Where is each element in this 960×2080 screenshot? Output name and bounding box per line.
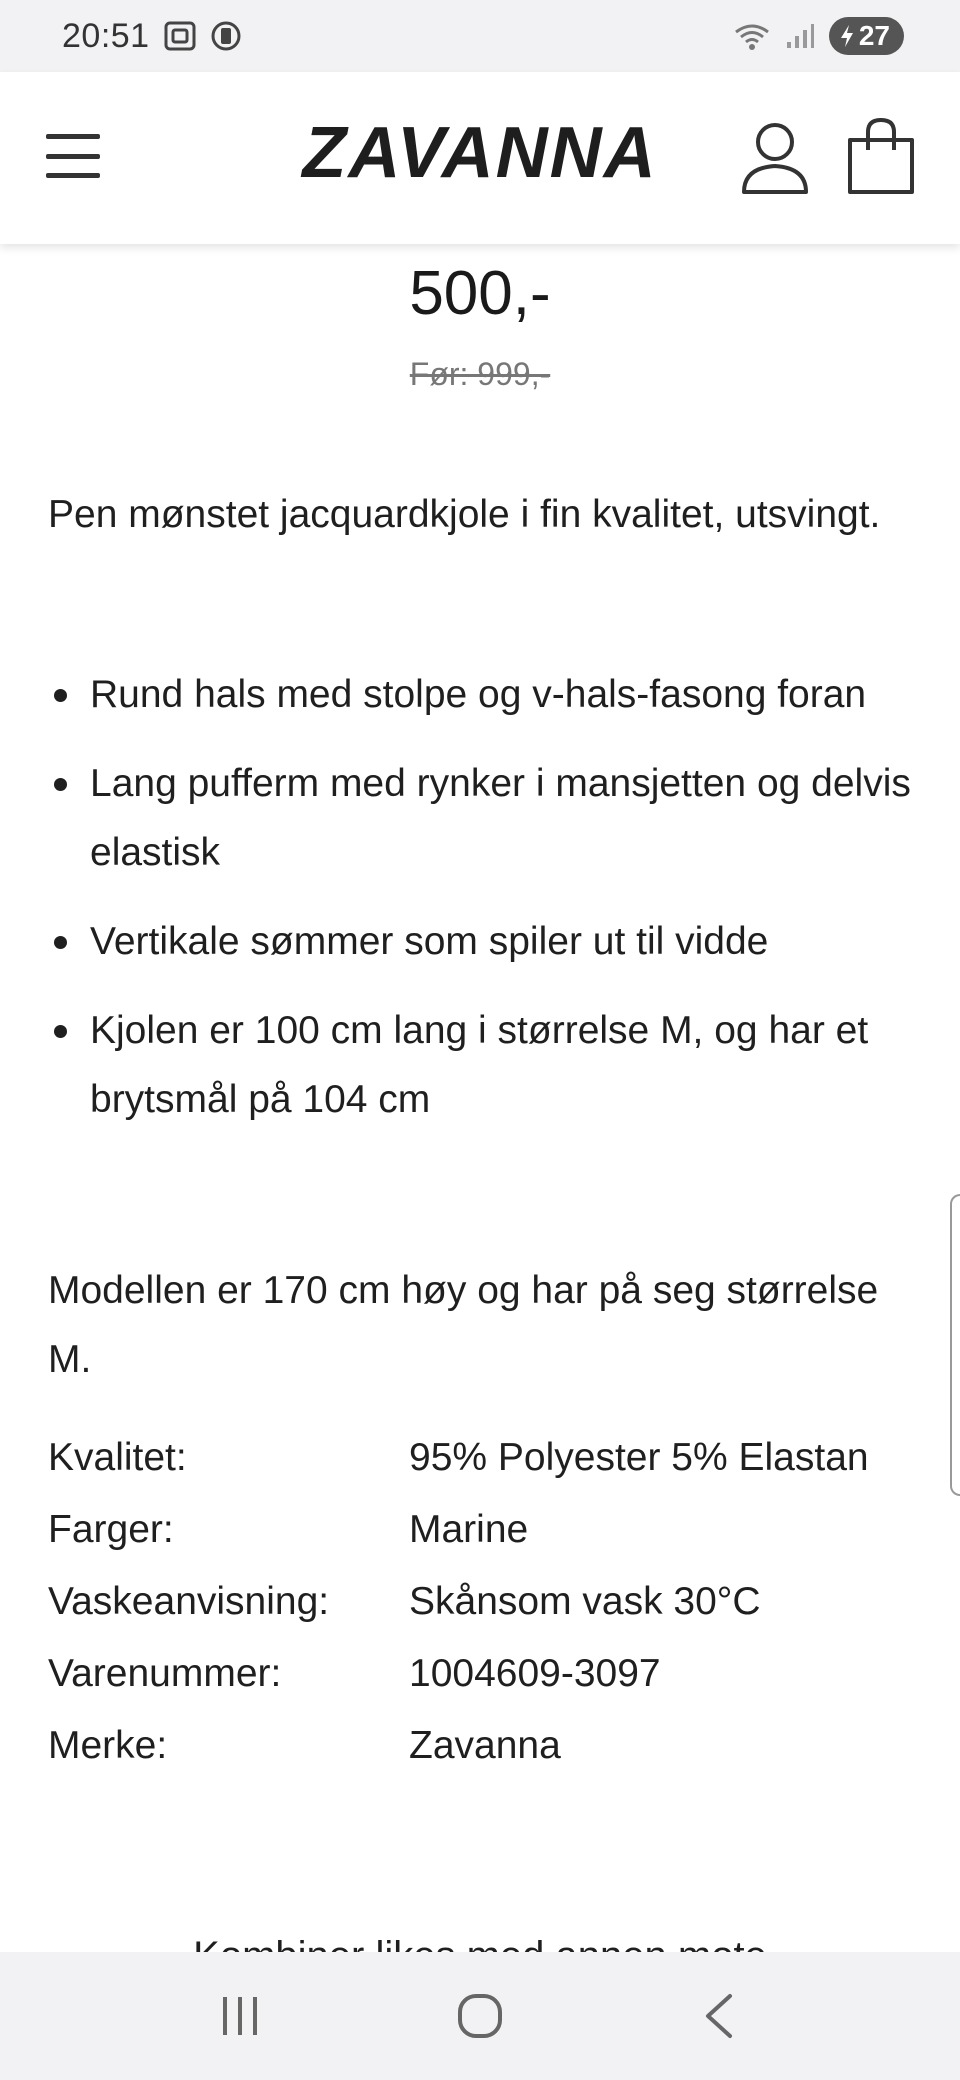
feature-list [48,660,918,1154]
spec-value: Marine [409,1508,529,1551]
screenshot-icon [164,21,196,51]
status-left [62,17,242,56]
sim-icon [210,20,242,52]
spec-value: 1004609-3097 [409,1652,661,1695]
recent-apps-icon[interactable] [200,1976,280,2056]
product-intro: Pen mønstet jacquardkjole i fin kvalitet, utsvingt. [48,493,881,536]
feature-item: Vertikale sømmer som spiler ut til vidde [48,907,918,976]
back-icon[interactable] [680,1976,760,2056]
spec-label: Varenummer: [48,1652,282,1695]
spec-row [48,1566,928,1638]
spec-label: Kvalitet: [48,1436,187,1479]
system-nav-bar [0,1952,960,2080]
spec-row [48,1710,928,1782]
product-details [0,244,960,1952]
spec-value: Skånsom vask 30°C [409,1580,761,1623]
status-time: 20:51 [62,16,150,55]
status-right [733,17,904,55]
account-icon[interactable] [740,120,810,196]
product-price: 500,- [409,259,551,328]
battery-level: 27 [858,20,890,51]
spec-label: Farger: [48,1508,174,1551]
spec-value: Zavanna [409,1724,561,1767]
spec-label: Vaskeanvisning: [48,1580,330,1623]
spec-row [48,1494,928,1566]
feature-item: Rund hals med stolpe og v-hals-fasong foran [48,660,918,729]
status-bar [0,0,960,72]
spec-table [48,1422,928,1782]
spec-row [48,1638,928,1710]
wifi-icon [733,21,771,51]
site-header [0,72,960,244]
signal-icon [785,22,815,50]
feature-item: Lang pufferm med rynker i mansjetten og delvis elastisk [48,749,918,887]
feature-item: Kjolen er 100 cm lang i størrelse M, og har et brytsmål på 104 cm [48,996,918,1134]
home-icon[interactable] [440,1976,520,2056]
spec-value: 95% Polyester 5% Elastan [409,1436,869,1479]
scroll-handle[interactable] [950,1194,960,1496]
model-info: Modellen er 170 cm høy og har på seg størrelse M. [48,1269,879,1381]
product-old-price: Før: 999,- [409,356,551,392]
battery-charging-icon [829,17,904,55]
spec-label: Merke: [48,1724,168,1767]
shopping-bag-icon[interactable] [846,116,916,196]
site-logo[interactable]: ZAVANNA [302,113,658,193]
spec-row [48,1422,928,1494]
